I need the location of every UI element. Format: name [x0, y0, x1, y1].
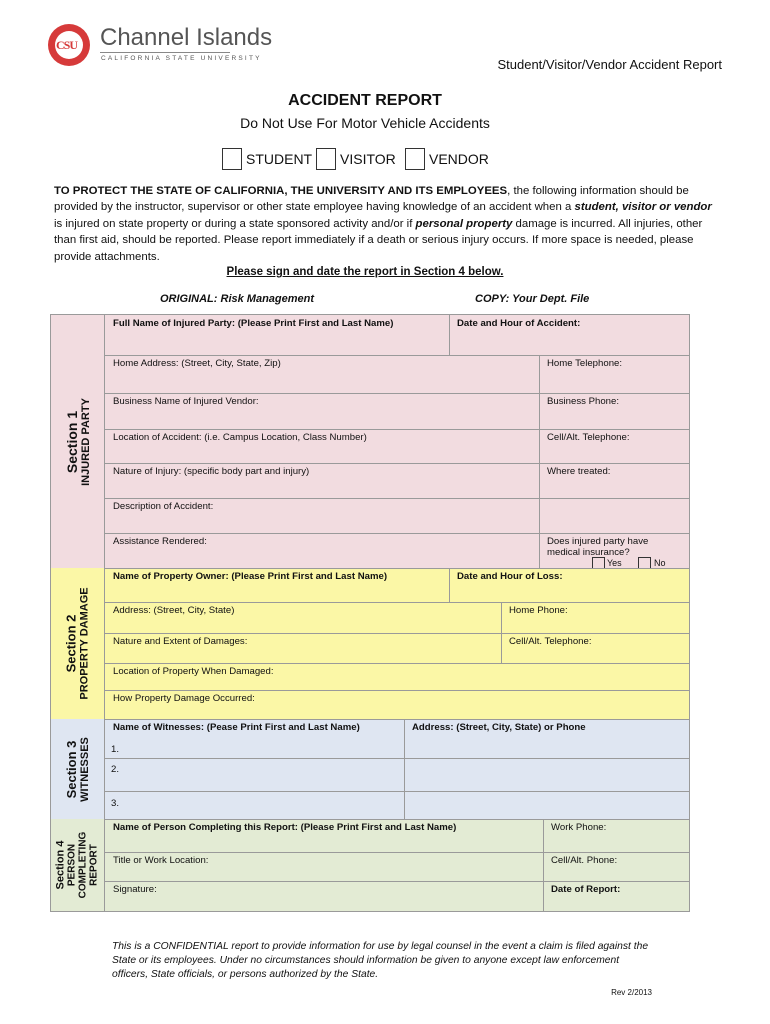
injured-full-name-field[interactable]: Full Name of Injured Party: (Please Print First and Last Name) [113, 318, 394, 329]
document-type-label: Student/Visitor/Vendor Accident Report [497, 57, 722, 72]
visitor-checkbox-group[interactable] [316, 148, 396, 170]
original-copy-label: ORIGINAL: Risk Management [160, 293, 315, 305]
section-3-label: Section 3 WITNESSES [51, 719, 105, 819]
damage-nature-field[interactable]: Nature and Extent of Damages: [113, 636, 248, 647]
report-title: ACCIDENT REPORT [288, 92, 442, 109]
student-checkbox[interactable] [222, 148, 242, 170]
property-location-field[interactable]: Location of Property When Damaged: [113, 666, 274, 677]
property-home-phone-field[interactable]: Home Phone: [509, 605, 568, 616]
vendor-checkbox-group[interactable] [405, 148, 489, 170]
witness-1-field[interactable]: 1. [111, 744, 120, 755]
university-logo [48, 22, 273, 72]
witness-names-header: Name of Witnesses: (Pease Print First and Last Name) [113, 722, 360, 733]
home-telephone-field[interactable]: Home Telephone: [547, 358, 623, 369]
section-3-witnesses [50, 719, 690, 820]
vendor-label: VENDOR [429, 151, 489, 167]
insurance-yes-label: Yes [607, 558, 622, 568]
assistance-rendered-field[interactable]: Assistance Rendered: [113, 536, 207, 547]
section-2-property-damage [50, 568, 690, 720]
section-4-label: Section 4 PERSON COMPLETING REPORT [51, 819, 105, 911]
injury-nature-field[interactable]: Nature of Injury: (specific body part and injury) [113, 466, 310, 477]
accident-date-hour-field[interactable]: Date and Hour of Accident: [457, 318, 581, 329]
witness-2-field[interactable]: 2. [111, 764, 120, 775]
vendor-checkbox[interactable] [405, 148, 425, 170]
home-address-field[interactable]: Home Address: (Street, City, State, Zip) [113, 358, 281, 369]
intro-paragraph: TO PROTECT THE STATE OF CALIFORNIA, THE UNIVERSITY AND ITS EMPLOYEES, the following information should be provided by the instructor, supervisor or other state employee having knowledge of an accident when a student, visitor or vendor is injured on state property or during a state sponsored activity and/or if personal property damage is incurred. All injuries, other than first aid, should be reported. Please report immediately if a death or serious injury occurs. If more space is needed, please provide attachments. [54, 185, 712, 263]
witness-address-header: Address: (Street, City, State) or Phone [412, 722, 586, 733]
student-label: STUDENT [246, 151, 313, 167]
completer-cell-field[interactable]: Cell/Alt. Phone: [551, 855, 618, 866]
logo-subtitle: CALIFORNIA STATE UNIVERSITY [101, 55, 262, 62]
section-4-person-completing [50, 819, 690, 912]
section-1-label: Section 1 INJURED PARTY [51, 315, 105, 569]
revision-label: Rev 2/2013 [611, 988, 652, 997]
report-subtitle: Do Not Use For Motor Vehicle Accidents [240, 115, 490, 131]
property-cell-field[interactable]: Cell/Alt. Telephone: [509, 636, 592, 647]
completer-name-field[interactable]: Name of Person Completing this Report: (Please Print First and Last Name) [113, 822, 457, 833]
student-checkbox-group[interactable] [222, 148, 312, 170]
visitor-label: VISITOR [340, 151, 396, 167]
dept-copy-label: COPY: Your Dept. File [475, 293, 590, 305]
insurance-question: Does injured party have medical insurance? [547, 536, 649, 558]
confidential-notice: This is a CONFIDENTIAL report to provide information for use by legal counsel in the event a claim is filed against the State or its employees. Under no circumstances should information be given to anyone except law enforcement officers, State officials, or persons authorized by the State. [112, 941, 649, 980]
section-1-injured-party [50, 314, 690, 570]
loss-date-hour-field[interactable]: Date and Hour of Loss: [457, 571, 563, 582]
section-2-label: Section 2 PROPERTY DAMAGE [51, 568, 105, 719]
visitor-checkbox[interactable] [316, 148, 336, 170]
business-phone-field[interactable]: Business Phone: [547, 396, 619, 407]
accident-description-field[interactable]: Description of Accident: [113, 501, 214, 512]
damage-how-field[interactable]: How Property Damage Occurred: [113, 693, 255, 704]
business-name-field[interactable]: Business Name of Injured Vendor: [113, 396, 259, 407]
csu-logo-mark: CSU [48, 24, 90, 66]
logo-name: Channel Islands [100, 24, 273, 51]
title-location-field[interactable]: Title or Work Location: [113, 855, 209, 866]
property-owner-field[interactable]: Name of Property Owner: (Please Print First and Last Name) [113, 571, 388, 582]
report-date-field[interactable]: Date of Report: [551, 884, 621, 895]
work-phone-field[interactable]: Work Phone: [551, 822, 607, 833]
insurance-no-label: No [654, 558, 666, 568]
sign-instruction: Please sign and date the report in Section 4 below. [226, 266, 504, 278]
witness-3-field[interactable]: 3. [111, 798, 120, 809]
cell-telephone-field[interactable]: Cell/Alt. Telephone: [547, 432, 630, 443]
accident-location-field[interactable]: Location of Accident: (i.e. Campus Location, Class Number) [113, 432, 367, 443]
property-address-field[interactable]: Address: (Street, City, State) [113, 605, 235, 616]
signature-field[interactable]: Signature: [113, 884, 157, 895]
where-treated-field[interactable]: Where treated: [547, 466, 611, 477]
